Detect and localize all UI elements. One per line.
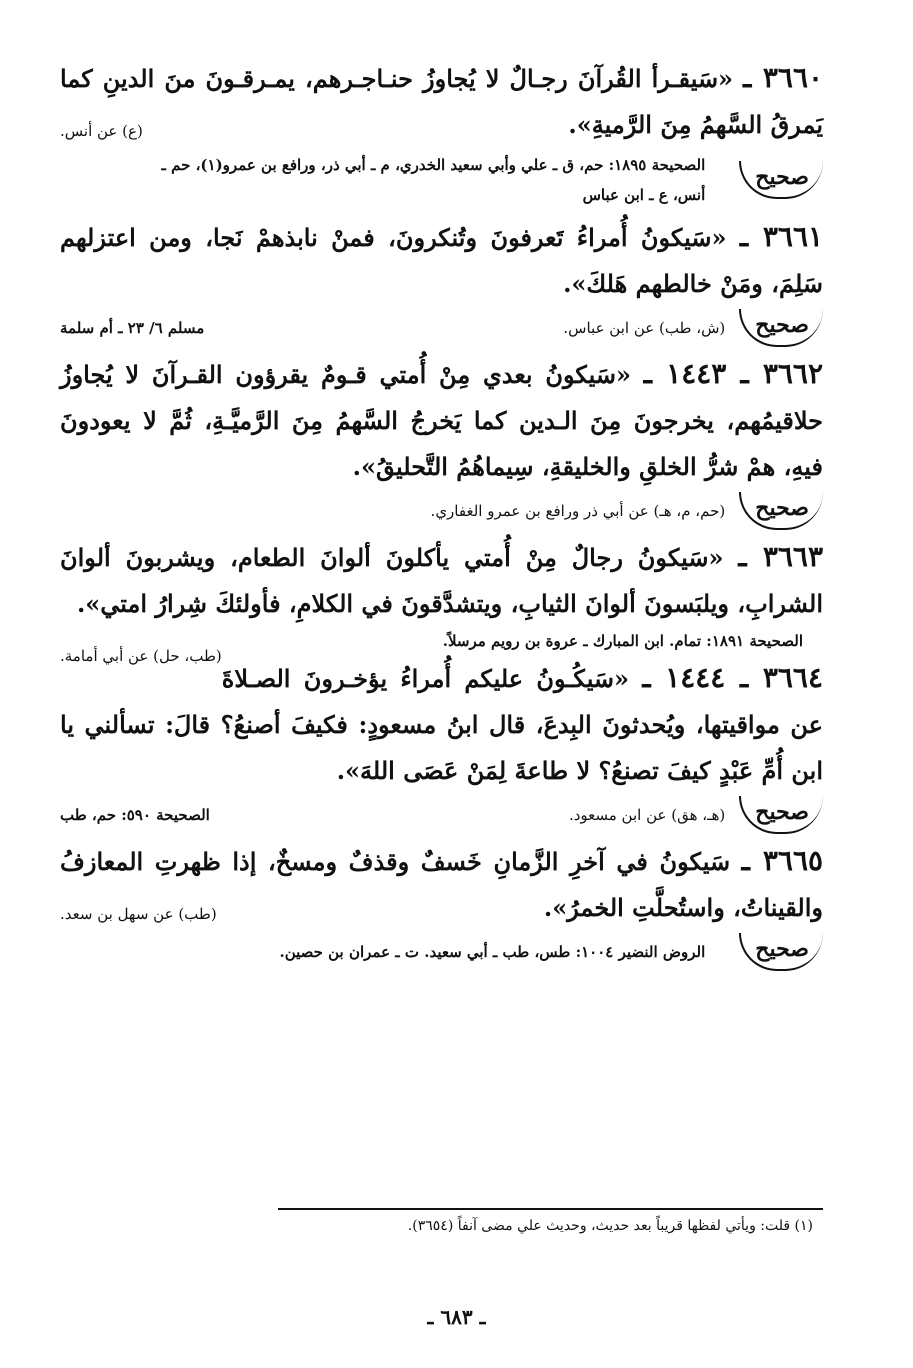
source-row xyxy=(60,796,823,834)
grade-badge: صحيح xyxy=(739,933,823,971)
reference: الصحيحة ١٨٩٥: حم، ق ـ علي وأبي سعيد الخدري، م ـ أبي ذر، ورافع بن عمرو(١)، حم ـ أنس، ع ـ ابن عباس xyxy=(161,156,706,204)
hadith-text xyxy=(60,838,823,931)
hadith-number: ٣٦٦٥ ـ xyxy=(741,844,824,877)
hadith-text xyxy=(60,214,823,307)
hadith-body: «سَيكونُ رجالٌ مِنْ أُمتي يأكلونَ ألوانَ الطعام، ويشربونَ ألوانَ الشرابِ، ويلبَسونَ ألوانَ الثيابِ، ويتشدَّقونَ في الكلامِ، فأولئكَ شِرارُ امتي». xyxy=(60,543,823,618)
hadith-3661 xyxy=(60,214,823,347)
hadith-body: «سَيكونُ بعدي مِنْ أُمتي قـومٌ يقرؤون القـرآنَ لا يُجاوزُ حلاقيمُهم، يخرجونَ مِنَ الـدين كما يَخرجُ السَّهمُ مِنَ الرَّميَّـةِ، ثُمَّ لا يعودونَ فيهِ، همْ شرُّ الخلقِ والخليقةِ، سِيماهُمُ التَّحليقُ». xyxy=(60,360,823,481)
hadith-number: ٣٦٦٢ ـ ١٤٤٣ ـ xyxy=(643,357,823,390)
reference: الروض النضير ١٠٠٤: طس، طب ـ أبي سعيد. ت ـ عمران بن حصين. xyxy=(279,943,706,961)
source: (هـ، هق) عن ابن مسعود. xyxy=(568,806,726,824)
source-row xyxy=(60,492,823,530)
hadith-3665 xyxy=(60,838,823,971)
hadith-text xyxy=(60,55,823,148)
hadith-number: ٣٦٦١ ـ xyxy=(739,220,824,253)
hadith-number: ٣٦٦٤ ـ ١٤٤٤ ـ xyxy=(642,661,823,694)
hadith-body: سَيكونُ في آخرِ الزَّمانِ خَسفٌ وقذفٌ ومسخٌ، إذا ظهرتِ المعازفُ والقيناتُ، واستُحلَّتِ الخمرُ». xyxy=(60,847,823,922)
hadith-inline-source: (طب، حل) عن أبي أمامة. xyxy=(60,647,222,665)
source: (ش، طب) عن ابن عباس. xyxy=(563,319,726,337)
grade-badge: صحيح xyxy=(739,492,823,530)
footnote-divider xyxy=(278,1208,823,1210)
source-row xyxy=(60,309,823,347)
reference: الصحيحة ٥٩٠: حم، طب xyxy=(60,806,210,824)
hadith-text xyxy=(60,351,823,490)
page-body xyxy=(60,55,823,1368)
hadith-number: ٣٦٦٣ ـ xyxy=(738,540,823,573)
grade-badge: صحيح xyxy=(739,796,823,834)
grade-badge: صحيح xyxy=(739,309,823,347)
footnote: (١) قلت: ويأتي لفظها قريباً بعد حديث، وحديث علي مضى آنفاً (٣٦٥٤). xyxy=(407,1218,813,1234)
source-row xyxy=(143,150,823,210)
hadith-inline-source: (ع) عن أنس. xyxy=(60,122,143,140)
grade-badge: صحيح xyxy=(739,161,823,199)
hadith-3660 xyxy=(60,55,823,210)
hadith-inline-source: (طب) عن سهل بن سعد. xyxy=(60,905,217,923)
hadith-3663 xyxy=(60,534,823,665)
hadith-3662 xyxy=(60,351,823,530)
reference: الصحيحة ١٨٩١: تمام. ابن المبارك ـ عروة بن رويم مرسلاً. xyxy=(442,632,803,650)
hadith-body: «سَيقـرأ القُرآنَ رجـالٌ لا يُجاوزُ حنـاجـرهم، يمـرقـونَ منَ الدينِ كما يَمرقُ السَّهمُ مِنَ الرَّميةِ». xyxy=(60,64,823,139)
hadith-body: «سَيكونُ أُمراءُ تَعرفونَ وتُنكرونَ، فمنْ نابذهمْ نَجا، ومن اعتزلهم سَلِمَ، ومَنْ خالطهم هَلكَ». xyxy=(60,223,823,298)
source: (حم، م، هـ) عن أبي ذر ورافع بن عمرو الغفاري. xyxy=(430,502,726,520)
page-number: ـ ٦٨٣ ـ xyxy=(427,1305,486,1329)
source-row xyxy=(217,933,823,971)
reference: مسلم ٦/ ٢٣ ـ أم سلمة xyxy=(60,319,205,337)
hadith-number: ٣٦٦٠ ـ xyxy=(743,61,824,94)
hadith-body: «سَيكُـونُ عليكم أُمراءُ يؤخـرونَ الصـلاةَ عن مواقيتها، ويُحدثونَ البِدعَ، قال ابنُ مسعودٍ: فكيفَ أصنعُ؟ قالَ: تسألني يا ابن أُمِّ عَبْدٍ كيفَ تصنعُ؟ لا طاعةَ لِمَنْ عَصَى اللهَ». xyxy=(60,664,823,785)
hadith-3664 xyxy=(60,655,823,834)
